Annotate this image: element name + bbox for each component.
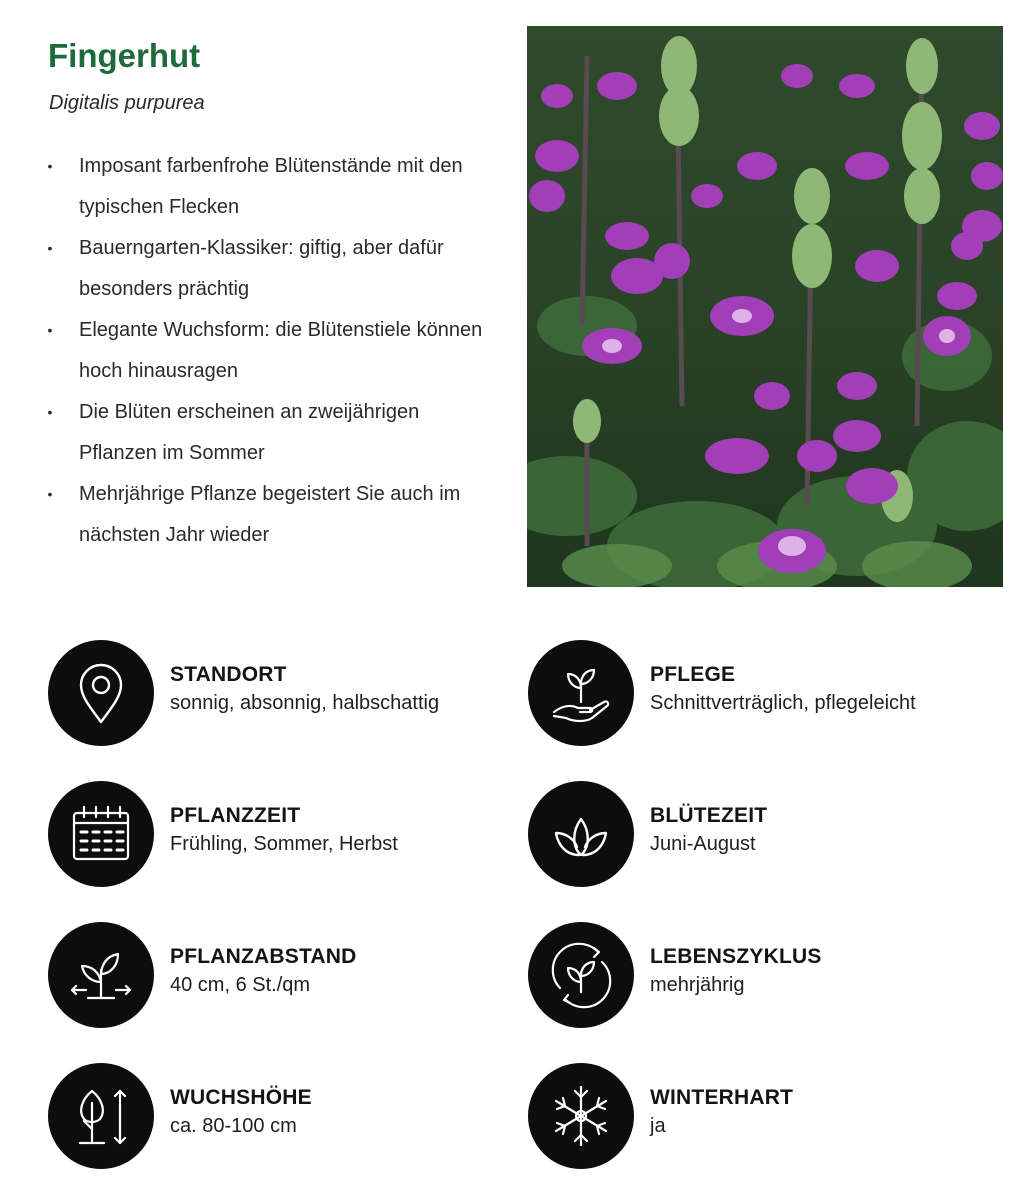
snowflake-icon xyxy=(528,1063,634,1169)
attribute-wuchshoehe xyxy=(48,1063,508,1171)
feature-item xyxy=(44,228,494,310)
tree-height-icon xyxy=(48,1063,154,1169)
bullet: • xyxy=(47,240,53,256)
feature-item xyxy=(44,474,494,556)
bullet: • xyxy=(47,158,53,174)
attribute-pflanzzeit xyxy=(48,781,508,889)
attribute-label: LEBENSZYKLUS xyxy=(650,945,822,968)
feature-text: Mehrjährige Pflanze begeistert Sie auch im nächsten Jahr wieder xyxy=(79,483,461,546)
feature-text: Die Blüten erscheinen an zweijährigen Pflanzen im Sommer xyxy=(79,401,420,464)
attribute-label: BLÜTEZEIT xyxy=(650,804,768,827)
feature-text: Bauerngarten-Klassiker: giftig, aber dafür besonders prächtig xyxy=(79,237,444,300)
location-pin-icon xyxy=(48,640,154,746)
attribute-label: PFLANZZEIT xyxy=(170,804,301,827)
feature-text: Imposant farbenfrohe Blütenstände mit den typischen Flecken xyxy=(79,155,463,218)
bullet: • xyxy=(47,486,53,502)
feature-text: Elegante Wuchsform: die Blütenstiele können hoch hinausragen xyxy=(79,319,483,382)
calendar-icon xyxy=(48,781,154,887)
attribute-value: mehrjährig xyxy=(650,974,745,996)
latin-name: Digitalis purpurea xyxy=(49,92,205,114)
seedling-hand-icon xyxy=(528,640,634,746)
feature-item xyxy=(44,310,494,392)
bullet: • xyxy=(47,322,53,338)
attribute-label: WINTERHART xyxy=(650,1086,794,1109)
attribute-value: Juni-August xyxy=(650,833,756,855)
attribute-winterhart xyxy=(528,1063,988,1171)
feature-item xyxy=(44,146,494,228)
attribute-label: PFLEGE xyxy=(650,663,736,686)
attribute-value: ja xyxy=(650,1115,666,1137)
attribute-value: ca. 80-100 cm xyxy=(170,1115,297,1137)
feature-list xyxy=(44,146,494,556)
feature-item xyxy=(44,392,494,474)
attribute-value: Frühling, Sommer, Herbst xyxy=(170,833,398,855)
foxglove-photo xyxy=(527,26,1003,587)
attribute-standort xyxy=(48,640,508,748)
attribute-pflege xyxy=(528,640,988,748)
product-title: Fingerhut xyxy=(48,37,201,74)
attribute-value: Schnittverträglich, pflegeleicht xyxy=(650,692,916,714)
attribute-value: sonnig, absonnig, halbschattig xyxy=(170,692,440,714)
attribute-bluetezeit xyxy=(528,781,988,889)
attribute-label: PFLANZABSTAND xyxy=(170,945,357,968)
attribute-lebenszyklus xyxy=(528,922,988,1030)
plant-spacing-icon xyxy=(48,922,154,1028)
lotus-flower-icon xyxy=(528,781,634,887)
bullet: • xyxy=(47,404,53,420)
attribute-value: 40 cm, 6 St./qm xyxy=(170,974,311,996)
attribute-label: STANDORT xyxy=(170,663,287,686)
attribute-label: WUCHSHÖHE xyxy=(170,1086,312,1109)
plant-cycle-icon xyxy=(528,922,634,1028)
attribute-pflanzabstand xyxy=(48,922,508,1030)
